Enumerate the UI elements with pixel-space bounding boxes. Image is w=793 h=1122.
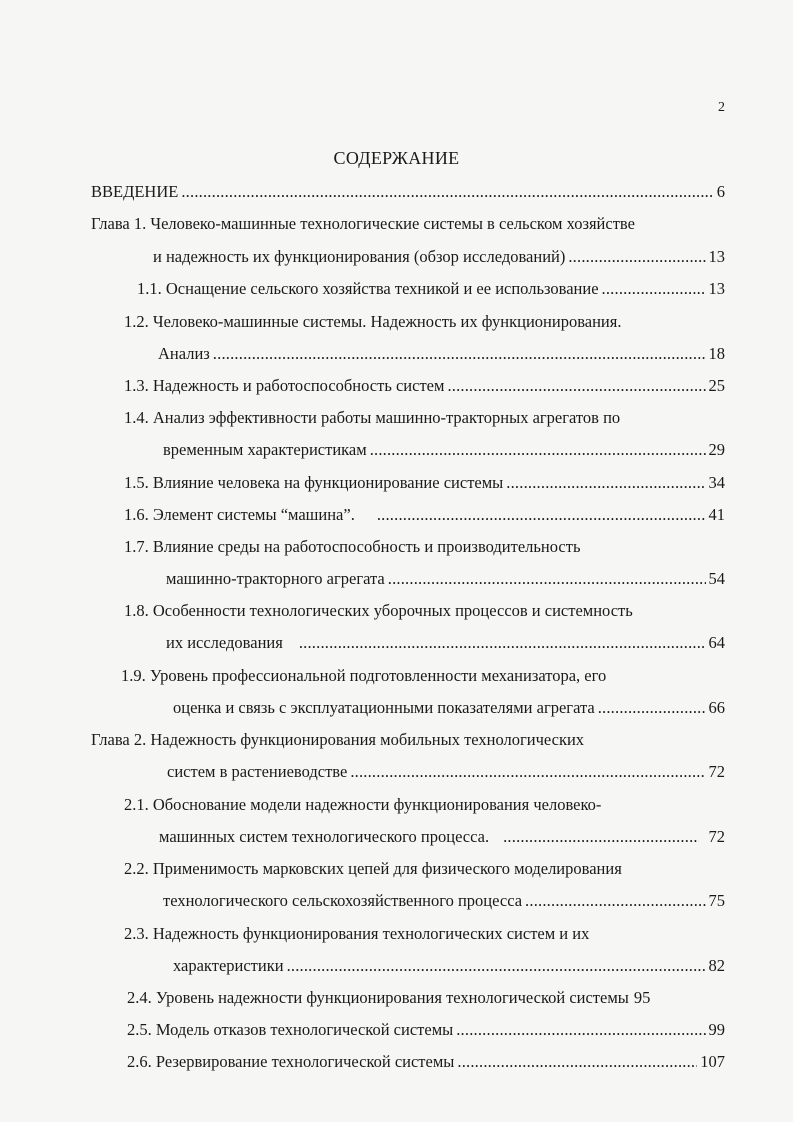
toc-label: Глава 1. Человеко-машинные технологические системы в сельском хозяйстве <box>91 214 635 233</box>
toc-label: 1.9. Уровень профессиональной подготовленности механизатора, его <box>121 666 607 685</box>
toc-entry-2-4 <box>127 988 725 1008</box>
toc-label: и надежность их функционирования (обзор исследований) <box>153 247 566 266</box>
toc-label: временным характеристикам <box>163 440 367 459</box>
toc-entry-ch2-line1 <box>91 730 584 750</box>
leader-dots <box>213 344 706 364</box>
toc-entry-1-6 <box>124 505 725 525</box>
leader-dots <box>602 279 706 299</box>
toc-label: оценка и связь с эксплуатационными показателями агрегата <box>173 698 595 717</box>
toc-label: 1.2. Человеко-машинные системы. Надежность их функционирования. <box>124 312 622 331</box>
toc-entry-1-4-line1 <box>124 408 620 428</box>
toc-label: ВВЕДЕНИЕ <box>91 182 179 201</box>
toc-entry-1-2-line1 <box>124 312 621 332</box>
page-title: СОДЕРЖАНИЕ <box>333 148 460 168</box>
toc-entry-2-2-line2 <box>163 891 725 911</box>
toc-label: 2.1. Обоснование модели надежности функционирования человеко- <box>124 795 602 814</box>
toc-label: машинно-тракторного агрегата <box>166 569 385 588</box>
toc-label: технологического сельскохозяйственного процесса <box>163 891 523 910</box>
toc-page: 13 <box>708 279 725 298</box>
toc-entry-1-7-line2 <box>166 569 725 589</box>
leader-dots <box>503 827 698 847</box>
toc-page: 107 <box>700 1052 725 1071</box>
toc-entry-2-3-line2 <box>173 956 725 976</box>
toc-entry-ch1-line2 <box>153 247 725 267</box>
leader-dots <box>525 891 705 911</box>
toc-page: 54 <box>708 569 725 588</box>
toc-entry-2-2-line1 <box>124 859 622 879</box>
toc-entry-1-1 <box>137 279 725 299</box>
toc-entry-1-9-line1 <box>121 666 606 686</box>
toc-page: 72 <box>708 762 725 781</box>
leader-dots <box>388 569 706 589</box>
toc-page: 99 <box>708 1020 725 1039</box>
toc-page: 64 <box>708 633 725 652</box>
toc-entry-ch2-line2 <box>167 762 725 782</box>
toc-entry-2-5 <box>127 1020 725 1040</box>
toc-label: Глава 2. Надежность функционирования мобильных технологических <box>91 730 585 749</box>
toc-page: 72 <box>708 827 725 846</box>
toc-entry-1-8-line2 <box>166 633 725 653</box>
toc-page: 13 <box>708 247 725 266</box>
toc-page: 6 <box>716 182 725 201</box>
toc-label: 2.5. Модель отказов технологической системы <box>127 1020 454 1039</box>
toc-label: 1.6. Элемент системы “машина”. <box>124 505 355 524</box>
toc-page: 66 <box>708 698 725 717</box>
toc-page: 82 <box>708 956 725 975</box>
leader-dots <box>350 762 705 782</box>
toc-entry-1-4-line2 <box>163 440 725 460</box>
toc-label: систем в растениеводстве <box>167 762 348 781</box>
leader-dots <box>568 247 705 267</box>
toc-label: 2.6. Резервирование технологической системы <box>127 1052 455 1071</box>
leader-dots <box>598 698 706 718</box>
toc-entry-2-1-line2 <box>159 827 725 847</box>
toc-label: Анализ <box>158 344 210 363</box>
toc-entry-intro <box>91 182 725 202</box>
toc-label: машинных систем технологического процесса. <box>159 827 490 846</box>
toc-entry-1-2-line2 <box>158 344 725 364</box>
leader-dots <box>506 473 705 493</box>
toc-entry-1-8-line1 <box>124 601 633 621</box>
toc-label: 1.7. Влияние среды на работоспособность и производительность <box>124 537 581 556</box>
toc-page: 41 <box>708 505 725 524</box>
toc-label: характеристики <box>173 956 284 975</box>
toc-label: 2.3. Надежность функционирования технологических систем и их <box>124 924 590 943</box>
leader-dots <box>447 376 705 396</box>
toc-entry-1-3 <box>124 376 725 396</box>
leader-dots <box>370 440 706 460</box>
toc-page: 29 <box>708 440 725 459</box>
leader-dots <box>456 1020 705 1040</box>
toc-entry-ch1-line1 <box>91 214 635 234</box>
page-number: 2 <box>718 100 725 115</box>
toc-label: 1.5. Влияние человека на функционирование системы <box>124 473 504 492</box>
toc-label: 1.8. Особенности технологических уборочных процессов и системность <box>124 601 633 620</box>
leader-dots <box>377 505 706 525</box>
toc-page: 75 <box>708 891 725 910</box>
leader-dots <box>287 956 706 976</box>
leader-dots <box>299 633 706 653</box>
toc-page: 95 <box>633 988 651 1007</box>
toc-label: 2.4. Уровень надежности функционирования технологической системы <box>127 988 629 1007</box>
toc-label: их исследования <box>166 633 283 652</box>
toc-entry-2-1-line1 <box>124 795 601 815</box>
toc-entry-1-5 <box>124 473 725 493</box>
toc-page: 34 <box>708 473 725 492</box>
toc-entry-1-9-line2 <box>173 698 725 718</box>
toc-entry-2-3-line1 <box>124 924 589 944</box>
toc-label: 2.2. Применимость марковских цепей для физического моделирования <box>124 859 622 878</box>
toc-page: 25 <box>708 376 725 395</box>
toc-entry-1-7-line1 <box>124 537 580 557</box>
toc-label: 1.4. Анализ эффективности работы машинно-тракторных агрегатов по <box>124 408 621 427</box>
toc-label: 1.3. Надежность и работоспособность систем <box>124 376 445 395</box>
leader-dots <box>181 182 713 202</box>
toc-entry-2-6 <box>127 1052 725 1072</box>
leader-dots <box>457 1052 697 1072</box>
toc-page: 18 <box>708 344 725 363</box>
toc-label: 1.1. Оснащение сельского хозяйства техникой и ее использование <box>137 279 599 298</box>
